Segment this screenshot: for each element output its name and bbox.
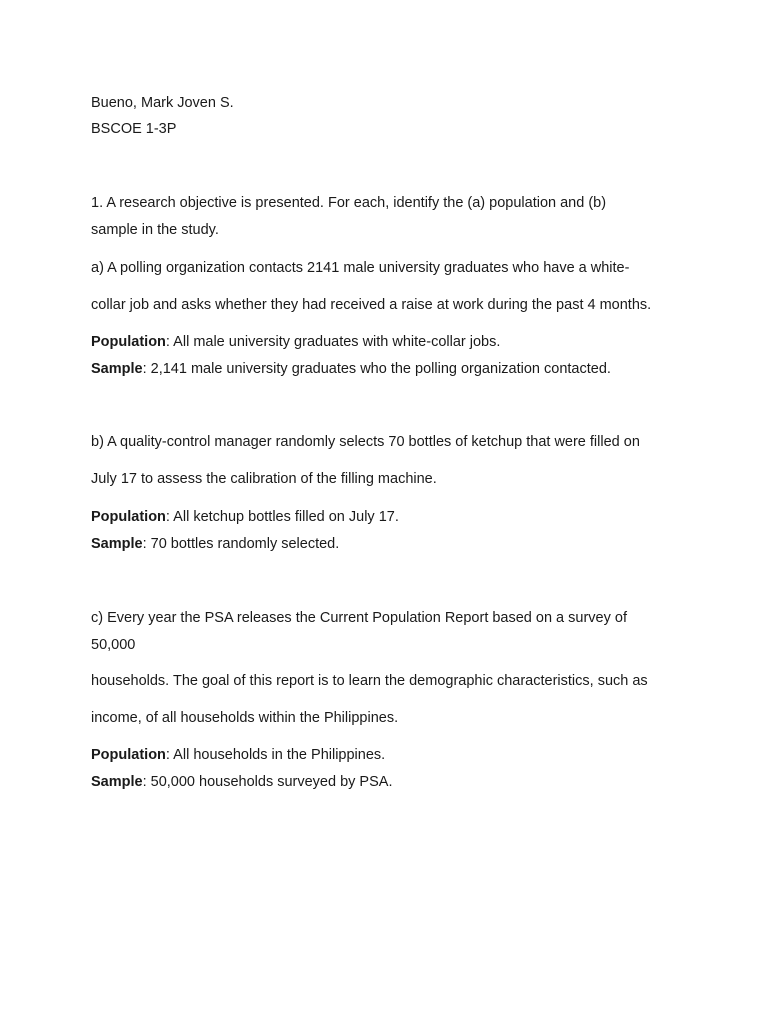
sample-text: : 2,141 male university graduates who the polling organization contacted. (142, 361, 611, 377)
sample-text: : 50,000 households surveyed by PSA. (142, 774, 393, 790)
sample-label: Sample (91, 361, 143, 377)
population-text: : All ketchup bottles filled on July 17. (165, 509, 399, 525)
population-text: : All male university graduates with white-collar jobs. (165, 334, 501, 350)
item-c-line-2: 50,000 (91, 637, 136, 653)
item-b-line-1: b) A quality-control manager randomly selects 70 bottles of ketchup that were filled on (91, 434, 640, 450)
student-name: Bueno, Mark Joven S. (91, 95, 234, 111)
item-c-population (91, 746, 385, 764)
item-b-line-2: July 17 to assess the calibration of the filling machine. (91, 471, 437, 487)
sample-label: Sample (91, 774, 143, 790)
item-a-sample (91, 360, 611, 378)
sample-label: Sample (91, 536, 143, 552)
item-c-line-4: income, of all households within the Philippines. (91, 710, 399, 726)
item-b-sample (91, 535, 339, 553)
item-b-population (91, 508, 399, 526)
item-a-population (91, 333, 500, 351)
population-label: Population (91, 509, 166, 525)
item-a-line-2: collar job and asks whether they had received a raise at work during the past 4 months. (91, 297, 652, 313)
item-a-line-1: a) A polling organization contacts 2141 male university graduates who have a white- (91, 260, 630, 276)
population-text: : All households in the Philippines. (165, 747, 386, 763)
question-line-1: 1. A research objective is presented. For each, identify the (a) population and (b) (91, 195, 607, 211)
item-c-sample (91, 773, 392, 791)
student-section: BSCOE 1-3P (91, 121, 177, 137)
item-c-line-3: households. The goal of this report is to learn the demographic characteristics, such as (91, 673, 648, 689)
sample-text: : 70 bottles randomly selected. (142, 536, 340, 552)
population-label: Population (91, 747, 166, 763)
item-c-line-1: c) Every year the PSA releases the Current Population Report based on a survey of (91, 610, 627, 626)
population-label: Population (91, 334, 166, 350)
question-line-2: sample in the study. (91, 222, 219, 238)
